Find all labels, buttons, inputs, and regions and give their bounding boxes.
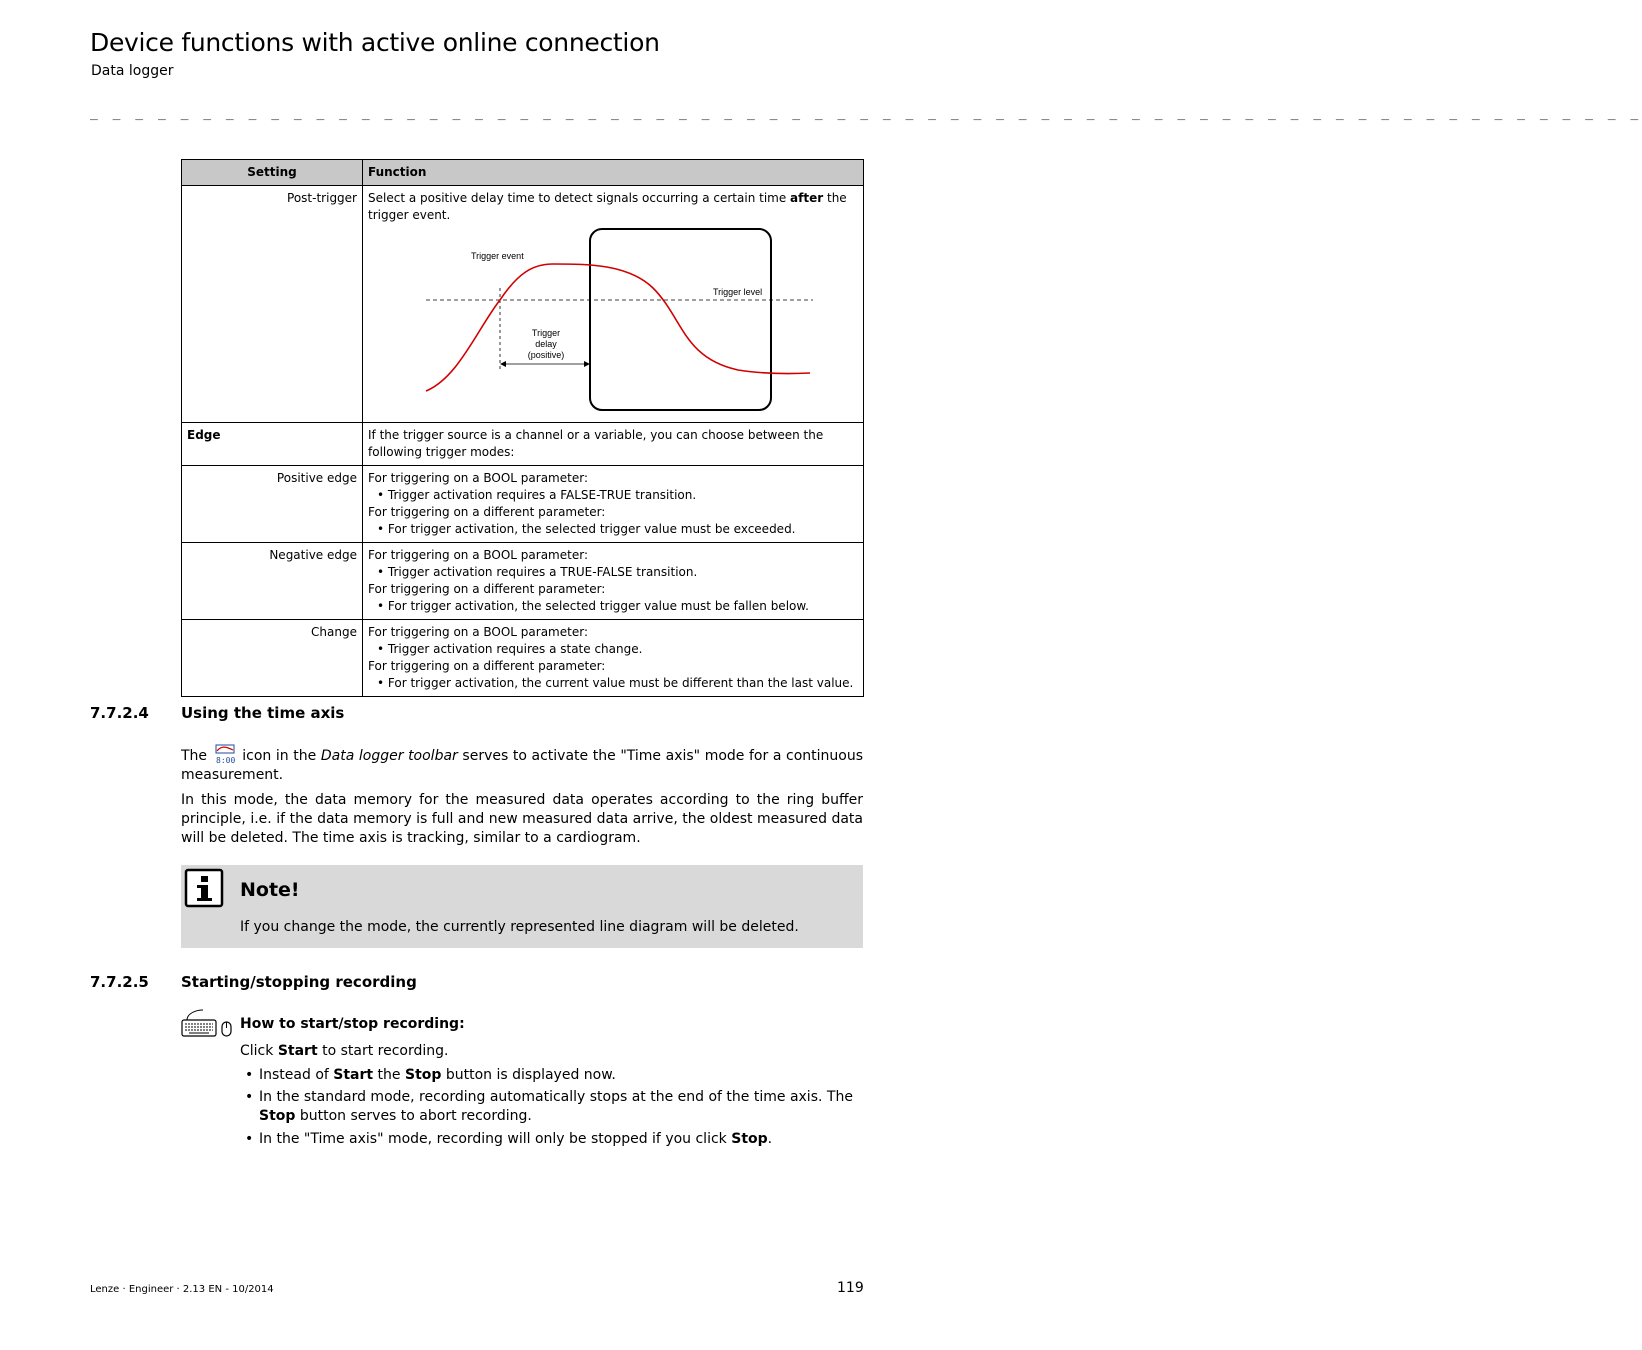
stop-label: Stop xyxy=(259,1108,296,1124)
line: For triggering on a different parameter: xyxy=(368,582,606,596)
setting-change: Change xyxy=(182,620,363,697)
header-divider: _ _ _ _ _ _ _ _ _ _ _ _ _ _ _ _ _ _ _ _ _ _ _ _ _ _ _ _ _ _ _ _ _ _ _ _ _ _ _ _ _ _ _ _ _ _ _ _ _ _ _ _ _ _ _ _ _ _ _ _ _ _ _ _ _ _ _ _ _ xyxy=(90,106,1642,121)
function-positive-edge xyxy=(363,466,864,543)
label-trigger-level: Trigger level xyxy=(713,287,763,297)
table-row xyxy=(182,186,864,423)
text: icon in the xyxy=(242,748,317,764)
label-trigger-delay-1: Trigger xyxy=(531,328,561,338)
page-subtitle: Data logger xyxy=(91,63,174,79)
section-number-724: 7.7.2.4 xyxy=(90,704,149,722)
table-header-row xyxy=(182,160,864,186)
bullet-dot: • xyxy=(245,1067,254,1083)
post-trigger-text-bold: after xyxy=(790,191,824,205)
function-edge: If the trigger source is a channel or a variable, you can choose between the following trigger modes: xyxy=(363,423,864,466)
text: In the standard mode, recording automatically stops at the end of the time axis. The xyxy=(259,1089,853,1105)
text: button serves to abort recording. xyxy=(295,1108,532,1124)
table-row xyxy=(182,423,864,466)
line: For triggering on a different parameter: xyxy=(368,659,606,673)
bullet: • Trigger activation requires a TRUE-FALSE transition. xyxy=(377,565,698,579)
function-change xyxy=(363,620,864,697)
text-italic: Data logger toolbar xyxy=(320,748,458,764)
setting-post-trigger: Post-trigger xyxy=(182,186,363,423)
howto-heading: How to start/stop recording: xyxy=(240,1016,465,1032)
footer-publication: Lenze · Engineer · 2.13 EN - 10/2014 xyxy=(90,1284,274,1295)
function-negative-edge xyxy=(363,543,864,620)
start-label: Start xyxy=(333,1067,374,1083)
text: Instead of xyxy=(259,1067,334,1083)
svg-text:8:00: 8:00 xyxy=(215,756,235,765)
setting-edge: Edge xyxy=(182,423,363,466)
signal-curve xyxy=(426,264,810,391)
setting-positive-edge: Positive edge xyxy=(182,466,363,543)
paragraph-ring-buffer: In this mode, the data memory for the measured data operates according to the ring buffer principle, i.e. if the data memory is full and new measured data arrive, the oldest measured data will be deleted. The time axis is tracking, similar to a cardiogram. xyxy=(181,792,863,846)
table-row xyxy=(182,620,864,697)
bullet: • For trigger activation, the selected trigger value must be fallen below. xyxy=(377,599,809,613)
text: button is displayed now. xyxy=(441,1067,616,1083)
line: For triggering on a BOOL parameter: xyxy=(368,471,588,485)
time-axis-icon xyxy=(215,744,235,764)
click-start-instruction xyxy=(240,1043,448,1059)
text: The xyxy=(181,748,208,764)
info-icon xyxy=(185,869,223,907)
text: to start recording. xyxy=(317,1043,449,1059)
setting-negative-edge: Negative edge xyxy=(182,543,363,620)
list-item xyxy=(245,1130,773,1149)
label-trigger-event: Trigger event xyxy=(471,251,524,261)
post-trigger-text-b: the trigger event. xyxy=(368,191,847,222)
section-number-725: 7.7.2.5 xyxy=(90,973,149,991)
column-header-function: Function xyxy=(363,160,864,186)
stop-label: Stop xyxy=(731,1131,768,1147)
section-title-724: Using the time axis xyxy=(181,704,345,722)
post-trigger-text-a: Select a positive delay time to detect signals occurring a certain time xyxy=(368,191,791,205)
arrow-left-icon xyxy=(500,361,506,367)
page-title: Device functions with active online connection xyxy=(90,28,660,57)
line: For triggering on a BOOL parameter: xyxy=(368,548,588,562)
trigger-settings-table xyxy=(181,159,864,697)
column-header-setting: Setting xyxy=(182,160,363,186)
list-item xyxy=(245,1088,853,1124)
label-trigger-delay-3: (positive) xyxy=(527,350,565,360)
stop-label: Stop xyxy=(404,1067,442,1083)
line: For triggering on a BOOL parameter: xyxy=(368,625,588,639)
post-trigger-diagram xyxy=(418,228,858,418)
bullet-dot: • xyxy=(245,1089,254,1105)
bullet: • Trigger activation requires a FALSE-TRUE transition. xyxy=(377,488,697,502)
text: . xyxy=(767,1131,773,1147)
bullet: • For trigger activation, the selected trigger value must be exceeded. xyxy=(377,522,796,536)
text: serves to activate the "Time axis" mode for a continuous measurement. xyxy=(181,748,864,783)
text: Click xyxy=(240,1043,278,1059)
keyboard-mouse-icon xyxy=(181,1008,233,1038)
bullet-dot: • xyxy=(245,1131,254,1147)
bullet: • Trigger activation requires a state change. xyxy=(377,642,643,656)
label-trigger-delay-2: delay xyxy=(535,339,557,349)
line: For triggering on a different parameter: xyxy=(368,505,606,519)
paragraph-time-axis-icon xyxy=(181,744,863,785)
function-post-trigger xyxy=(363,186,864,423)
note-box xyxy=(181,865,863,948)
text: the xyxy=(373,1067,405,1083)
text: In the "Time axis" mode, recording will only be stopped if you click xyxy=(259,1131,732,1147)
table-row xyxy=(182,543,864,620)
table-row xyxy=(182,466,864,543)
section-title-725: Starting/stopping recording xyxy=(181,973,417,991)
bullet: • For trigger activation, the current value must be different than the last value. xyxy=(377,676,854,690)
trigger-window-box xyxy=(590,229,771,410)
page-number: 119 xyxy=(837,1280,864,1296)
note-title: Note! xyxy=(240,879,300,901)
note-text: If you change the mode, the currently represented line diagram will be deleted. xyxy=(240,919,799,935)
start-label: Start xyxy=(277,1043,318,1059)
list-item xyxy=(245,1066,616,1085)
